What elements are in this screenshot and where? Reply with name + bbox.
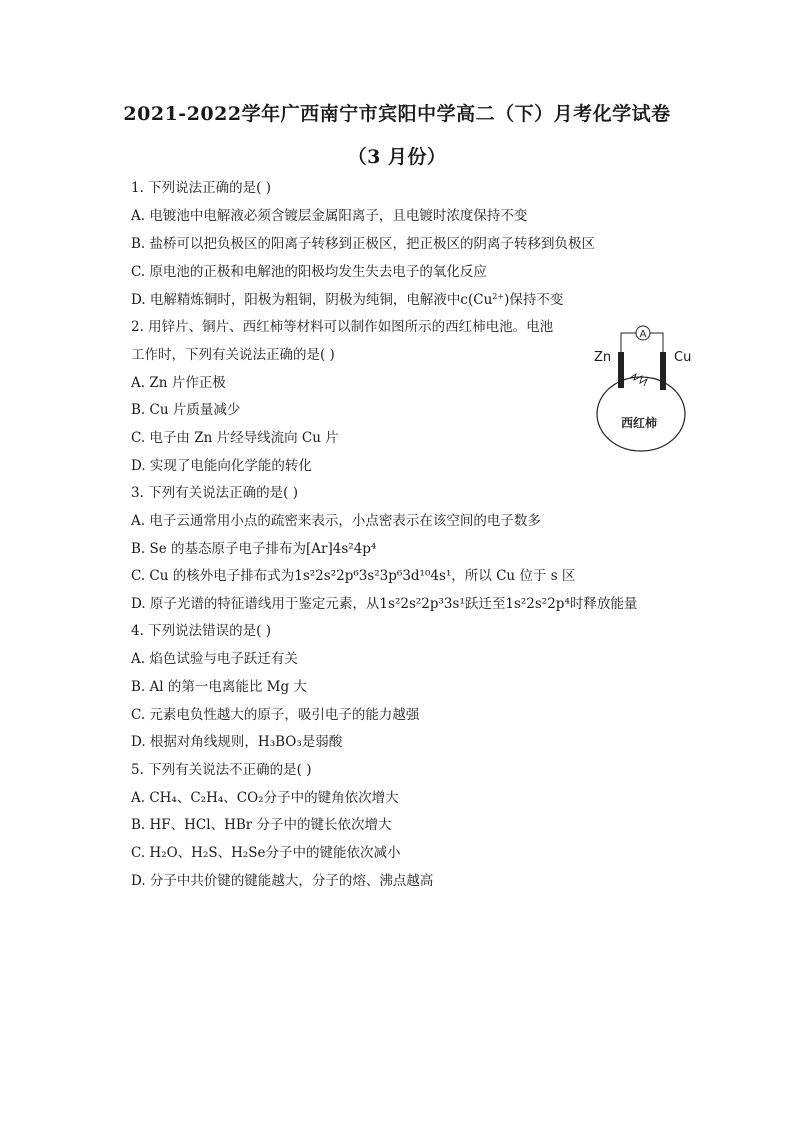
question-5-stem: 5. 下列有关说法不正确的是( ) bbox=[131, 762, 312, 778]
question-5-option-b: B. HF、HCl、HBr 分子中的键长依次增大 bbox=[131, 817, 392, 833]
question-2-option-b: B. Cu 片质量减少 bbox=[131, 402, 241, 418]
question-1-option-d-text: D. 电解精炼铜时，阳极为粗铜，阴极为纯铜，电解液中c(Cu bbox=[131, 292, 493, 308]
question-1-option-b: B. 盐桥可以把负极区的阳离子转移到正极区，把正极区的阴离子转移到负极区 bbox=[131, 236, 596, 252]
question-2-option-c: C. 电子由 Zn 片经导线流向 Cu 片 bbox=[131, 430, 339, 446]
question-4-option-a: A. 焰色试验与电子跃迁有关 bbox=[131, 651, 298, 667]
question-5-option-c: C. H₂O、H₂S、H₂Se分子中的键能依次减小 bbox=[131, 845, 401, 861]
question-3-option-a: A. 电子云通常用小点的疏密来表示，小点密表示在该空间的电子数多 bbox=[131, 513, 541, 529]
question-3-option-c: C. Cu 的核外电子排布式为1s²2s²2p⁶3s²3p⁶3d¹⁰4s¹，所以 Cu 位于 s 区 bbox=[131, 568, 576, 584]
question-3-option-b: B. Se 的基态原子电子排布为[Ar]4s²4p⁴ bbox=[131, 541, 377, 557]
tomato-battery-diagram bbox=[594, 322, 694, 452]
question-4-option-b: B. Al 的第一电离能比 Mg 大 bbox=[131, 679, 307, 695]
charge-superscript: 2+ bbox=[492, 292, 505, 301]
question-1-option-d-end: )保持不变 bbox=[504, 292, 564, 308]
tomato-label: 西红柿 bbox=[620, 416, 658, 430]
zinc-label: Zn bbox=[594, 350, 612, 365]
question-1-option-a: A. 电镀池中电解液必须含镀层金属阳离子，且电镀时浓度保持不变 bbox=[131, 208, 528, 224]
ammeter-label: A bbox=[639, 329, 647, 340]
tomato-outline bbox=[597, 377, 685, 451]
question-1-option-d bbox=[131, 291, 563, 309]
question-3-stem: 3. 下列有关说法正确的是( ) bbox=[131, 485, 298, 501]
question-4-stem: 4. 下列说法错误的是( ) bbox=[131, 623, 271, 639]
question-2-stem-line2: 工作时，下列有关说法正确的是( ) bbox=[131, 347, 335, 363]
zinc-electrode bbox=[618, 352, 624, 388]
question-1-option-c: C. 原电池的正极和电解池的阳极均发生失去电子的氧化反应 bbox=[131, 264, 487, 280]
page-subtitle: （3 月份） bbox=[347, 146, 447, 168]
wire-left bbox=[621, 333, 636, 352]
copper-label: Cu bbox=[674, 350, 692, 365]
question-1-stem: 1. 下列说法正确的是( ) bbox=[131, 180, 271, 196]
wire-right bbox=[650, 333, 663, 352]
tomato-battery-figure bbox=[594, 322, 694, 452]
question-4-option-c: C. 元素电负性越大的原子，吸引电子的能力越强 bbox=[131, 707, 420, 723]
question-4-option-d: D. 根据对角线规则，H₃BO₃是弱酸 bbox=[131, 734, 343, 750]
copper-electrode bbox=[660, 352, 666, 390]
question-2-option-a: A. Zn 片作正极 bbox=[131, 375, 226, 391]
page-title: 2021-2022学年广西南宁市宾阳中学高二（下）月考化学试卷 bbox=[123, 103, 671, 125]
question-5-option-a: A. CH₄、C₂H₄、CO₂分子中的键角依次增大 bbox=[131, 790, 399, 806]
question-5-option-d: D. 分子中共价键的键能越大，分子的熔、沸点越高 bbox=[131, 873, 434, 889]
question-3-option-d: D. 原子光谱的特征谱线用于鉴定元素，从1s²2s²2p³3s¹跃迁至1s²2s²2p⁴时释放能量 bbox=[131, 596, 638, 612]
question-2-option-d: D. 实现了电能向化学能的转化 bbox=[131, 458, 312, 474]
question-2-stem-line1: 2. 用锌片、铜片、西红柿等材料可以制作如图所示的西红柿电池。电池 bbox=[131, 319, 554, 335]
